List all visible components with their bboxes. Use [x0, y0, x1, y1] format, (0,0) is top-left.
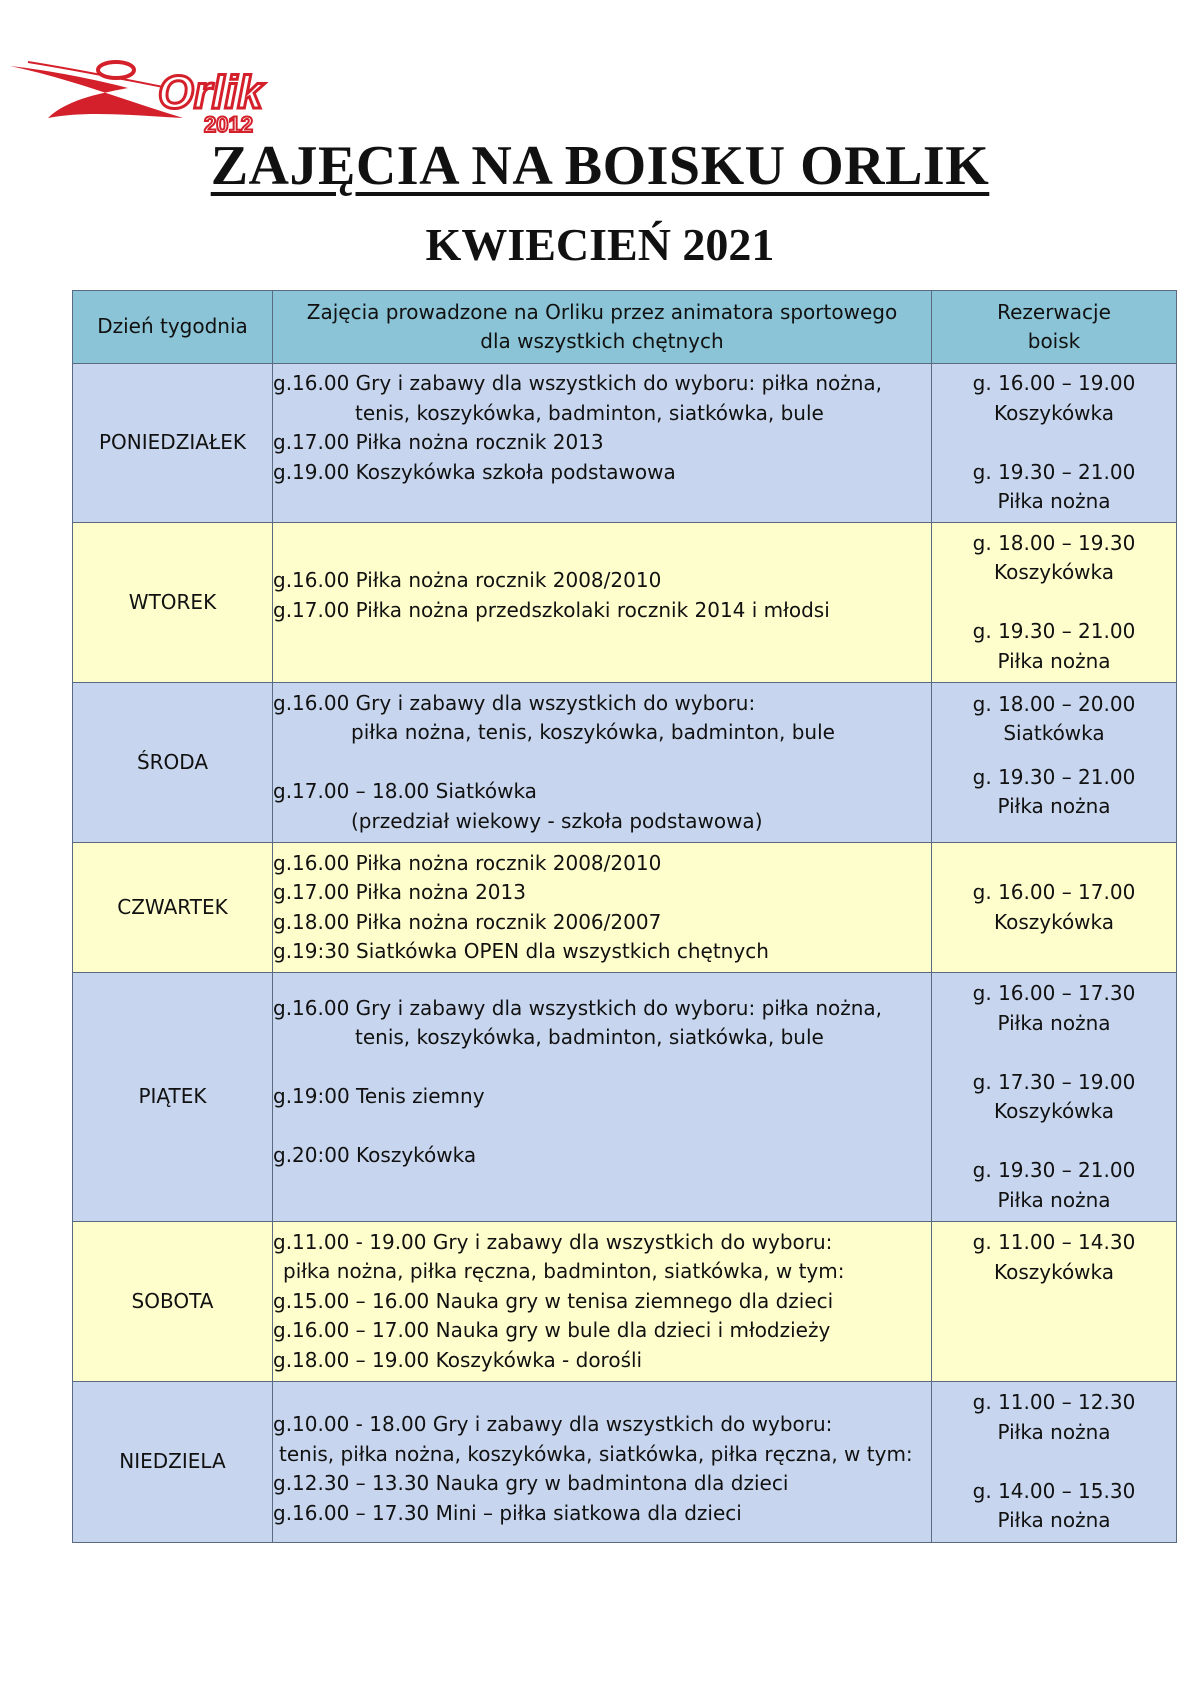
table-header-row	[73, 291, 1177, 364]
header-reservations: Rezerwacje boisk	[932, 291, 1177, 364]
day-cell: ŚRODA	[73, 683, 273, 843]
logo-year: 2012	[204, 112, 253, 136]
reservations-cell: g. 16.00 – 17.30 Piłka nożna g. 17.30 – 19.00 Koszykówka g. 19.30 – 21.00 Piłka nożna	[932, 973, 1177, 1222]
activities-cell: g.16.00 Piłka nożna rocznik 2008/2010 g.17.00 Piłka nożna 2013 g.18.00 Piłka nożna rocznik 2006/2007 g.19:30 Siatkówka OPEN dla wszystkich chętnych	[273, 843, 932, 973]
day-cell: SOBOTA	[73, 1222, 273, 1382]
logo-head	[98, 62, 134, 78]
reservations-cell: g. 16.00 – 19.00 Koszykówka g. 19.30 – 21.00 Piłka nożna	[932, 364, 1177, 523]
reservations-cell: g. 16.00 – 17.00 Koszykówka	[932, 843, 1177, 973]
activities-cell: g.16.00 Gry i zabawy dla wszystkich do wyboru: piłka nożna, tenis, koszykówka, badminton, bule g.17.00 – 18.00 Siatkówka (przedział wiekowy - szkoła podstawowa)	[273, 683, 932, 843]
activities-cell: g.16.00 Gry i zabawy dla wszystkich do wyboru: piłka nożna, tenis, koszykówka, badminton, siatkówka, bule g.19:00 Tenis ziemny g.20:00 Koszykówka	[273, 973, 932, 1222]
page-subtitle: KWIECIEŃ 2021	[425, 219, 775, 270]
activities-cell: g.11.00 - 19.00 Gry i zabawy dla wszystkich do wyboru: piłka nożna, piłka ręczna, badminton, siatkówka, w tym: g.15.00 – 16.00 Nauka gry w tenisa ziemnego dla dzieci g.16.00 – 17.00 Nauka gry w bule dla dzieci i młodzieży g.18.00 – 19.00 Koszykówka - dorośli	[273, 1222, 932, 1382]
table-row	[73, 1222, 1177, 1382]
header-day: Dzień tygodnia	[73, 291, 273, 364]
activities-cell: g.16.00 Gry i zabawy dla wszystkich do wyboru: piłka nożna, tenis, koszykówka, badminton, siatkówka, bule g.17.00 Piłka nożna rocznik 2013 g.19.00 Koszykówka szkoła podstawowa	[273, 364, 932, 523]
header-activities: Zajęcia prowadzone na Orliku przez animatora sportowego dla wszystkich chętnych	[273, 291, 932, 364]
day-cell: NIEDZIELA	[73, 1382, 273, 1543]
page-title: ZAJĘCIA NA BOISKU ORLIK	[210, 135, 990, 197]
table-row	[73, 523, 1177, 683]
reservations-cell: g. 11.00 – 12.30 Piłka nożna g. 14.00 – 15.30 Piłka nożna	[932, 1382, 1177, 1543]
day-cell: PIĄTEK	[73, 973, 273, 1222]
day-cell: WTOREK	[73, 523, 273, 683]
activities-cell: g.16.00 Piłka nożna rocznik 2008/2010 g.17.00 Piłka nożna przedszkolaki rocznik 2014 i młodsi	[273, 523, 932, 683]
day-cell: CZWARTEK	[73, 843, 273, 973]
reservations-cell: g. 11.00 – 14.30 Koszykówka	[932, 1222, 1177, 1382]
logo-text: Orlik	[158, 66, 263, 118]
table-row	[73, 1382, 1177, 1543]
activities-cell: g.10.00 - 18.00 Gry i zabawy dla wszystkich do wyboru: tenis, piłka nożna, koszykówka, siatkówka, piłka ręczna, w tym: g.12.30 – 13.30 Nauka gry w badmintona dla dzieci g.16.00 – 17.30 Mini – piłka siatkowa dla dzieci	[273, 1382, 932, 1543]
table-row	[73, 843, 1177, 973]
reservations-cell: g. 18.00 – 19.30 Koszykówka g. 19.30 – 21.00 Piłka nożna	[932, 523, 1177, 683]
table-row	[73, 364, 1177, 523]
table-row	[73, 683, 1177, 843]
table-row	[73, 973, 1177, 1222]
day-cell: PONIEDZIAŁEK	[73, 364, 273, 523]
schedule-table	[72, 290, 1177, 1543]
reservations-cell: g. 18.00 – 20.00 Siatkówka g. 19.30 – 21.00 Piłka nożna	[932, 683, 1177, 843]
orlik-2012-logo	[8, 58, 328, 136]
